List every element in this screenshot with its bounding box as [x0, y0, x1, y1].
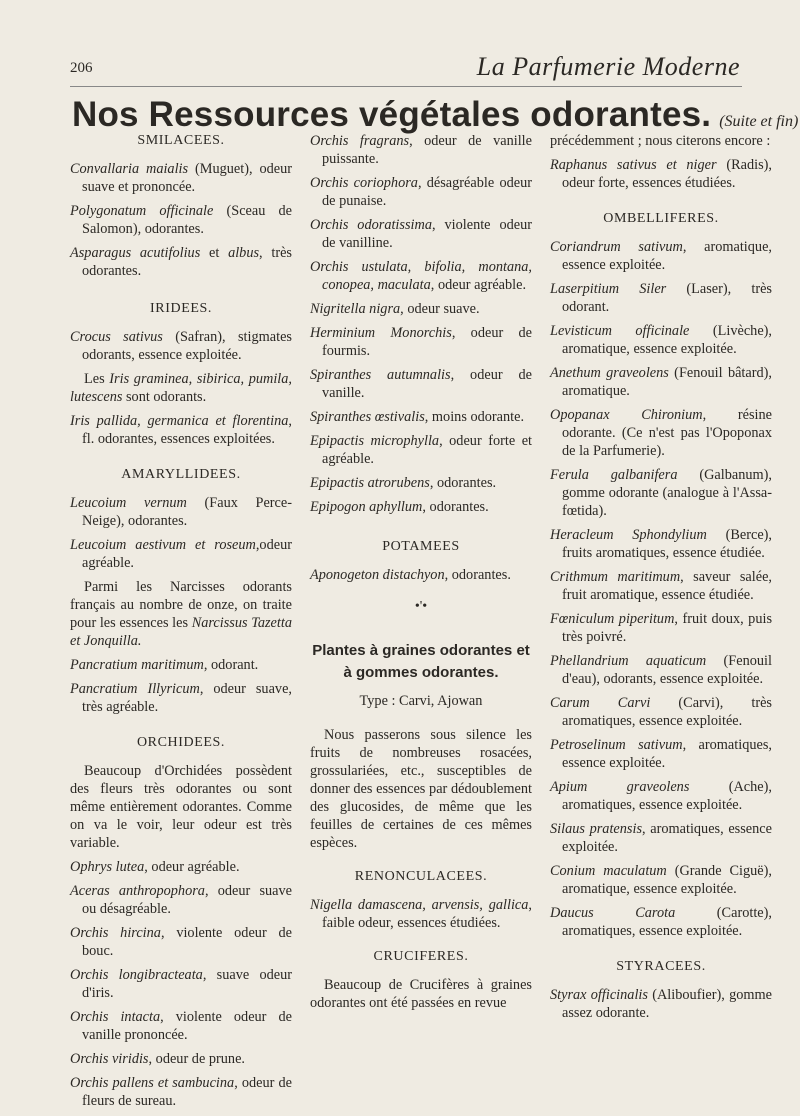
entry: Nigella damascena, arvensis, gallica, faible odeur, essences étudiées.	[310, 897, 532, 931]
entry: Coriandrum sativum, aromatique, essence exploitée.	[550, 239, 772, 273]
entry: Convallaria maialis (Muguet), odeur suave et prononcée.	[70, 161, 292, 195]
section-heading: CRUCIFERES.	[373, 949, 469, 964]
entry: Orchis hircina, violente odeur de bouc.	[70, 925, 292, 959]
entry: Spiranthes œstivalis, moins odorante.	[310, 409, 525, 425]
entry: Raphanus sativus et niger (Radis), odeur forte, essences étudiées.	[550, 157, 772, 191]
entry: Pancratium Illyricum, odeur suave, très agréable.	[70, 681, 292, 715]
entry: Orchis longibracteata, suave odeur d'iris.	[70, 967, 292, 1001]
section-heading: POTAMEES	[382, 539, 460, 554]
entry: Anethum graveolens (Fenouil bâtard), aromatique.	[550, 365, 772, 399]
entry: Pancratium maritimum, odorant.	[70, 657, 259, 673]
section-heading: AMARYLLIDEES.	[121, 467, 241, 482]
column-1	[70, 132, 292, 1116]
section-heading: RENONCULACEES.	[354, 869, 488, 884]
entry: Iris pallida, germanica et florentina, fl. odorantes, essences exploitées.	[70, 413, 292, 447]
entry: Opopanax Chironium, résine odorante. (Ce n'est pas l'Opoponax de la Parfumerie).	[550, 407, 772, 459]
entry: Polygonatum officinale (Sceau de Salomon), odorantes.	[70, 203, 292, 237]
entry: Silaus pratensis, aromatiques, essence exploitée.	[550, 821, 772, 855]
entry: Conium maculatum (Grande Ciguë), aromatique, essence exploitée.	[550, 863, 772, 897]
entry: Orchis pallens et sambucina, odeur de fleurs de sureau.	[70, 1075, 292, 1109]
entry: précédemment ; nous citerons encore :	[550, 133, 771, 149]
entry: Epipactis microphylla, odeur forte et agréable.	[310, 433, 533, 467]
entry: Orchis ustulata, bifolia, montana, conopea, maculata, odeur agréable.	[310, 259, 532, 293]
header-rule	[70, 86, 742, 87]
entry: Orchis fragrans, odeur de vanille puissante.	[310, 133, 532, 167]
entry: Carum Carvi (Carvi), très aromatiques, essence exploitée.	[550, 695, 772, 729]
entry: Aponogeton distachyon, odorantes.	[310, 567, 511, 583]
section-heading: ORCHIDEES.	[136, 735, 226, 750]
type-line: Type : Carvi, Ajowan	[359, 693, 483, 709]
section-heading: OMBELLIFERES.	[603, 211, 719, 226]
entry: Beaucoup de Crucifères à graines odorantes ont été passées en revue	[310, 977, 532, 1011]
entry: Orchis odoratissima, violente odeur de vanilline.	[310, 217, 532, 251]
entry: Daucus Carota (Carotte), aromatiques, essence exploitée.	[550, 905, 772, 939]
entry: Crithmum maritimum, saveur salée, fruit aromatique, essence étudiée.	[550, 569, 772, 603]
ornament: •'•	[414, 599, 428, 614]
entry: Leucoium vernum (Faux Perce-Neige), odorantes.	[70, 495, 292, 529]
page-number: 206	[70, 60, 93, 76]
entry: Epipogon aphyllum, odorantes.	[310, 499, 489, 515]
article-title	[72, 95, 798, 135]
entry: Phellandrium aquaticum (Fenouil d'eau), odorants, essence exploitée.	[550, 653, 772, 687]
entry: Parmi les Narcisses odorants français au nombre de onze, on traite pour les essences les Narcissus Tazetta et Jonquilla.	[70, 579, 292, 649]
entry: Petroselinum sativum, aromatiques, essence exploitée.	[550, 737, 772, 771]
entry: Les Iris graminea, sibirica, pumila, lutescens sont odorants.	[70, 371, 293, 405]
subsection-heading: Plantes à graines odorantes et à gommes odorantes.	[312, 642, 530, 681]
entry: Ferula galbanifera (Galbanum), gomme odorante (analogue à l'Assa-fœtida).	[550, 467, 772, 519]
entry: Laserpitium Siler (Laser), très odorant.	[550, 281, 773, 315]
column-2	[310, 132, 532, 1018]
article-title-main: Nos Ressources végétales odorantes.	[72, 95, 712, 134]
section-heading: SMILACEES.	[137, 133, 225, 148]
entry: Apium graveolens (Ache), aromatiques, essence exploitée.	[550, 779, 772, 813]
entry: Nous passerons sous silence les fruits de nombreuses rosacées, grossulariées, etc., susceptibles de donner des essences par dédoublement des glucosides, de même que les feuilles de certaines de ces mêmes espèces.	[310, 727, 532, 851]
entry: Crocus sativus (Safran), stigmates odorants, essence exploitée.	[70, 329, 292, 363]
running-title: La Parfumerie Moderne	[476, 52, 740, 81]
entry: Orchis coriophora, désagréable odeur de punaise.	[310, 175, 532, 209]
entry: Leucoium aestivum et roseum,odeur agréable.	[70, 537, 292, 571]
entry: Styrax officinalis (Aliboufier), gomme assez odorante.	[550, 987, 772, 1021]
entry: Aceras anthropophora, odeur suave ou désagréable.	[70, 883, 293, 917]
entry: Nigritella nigra, odeur suave.	[310, 301, 480, 317]
entry: Spiranthes autumnalis, odeur de vanille.	[310, 367, 532, 401]
section-heading: STYRACEES.	[616, 959, 706, 974]
entry: Levisticum officinale (Livèche), aromatique, essence exploitée.	[550, 323, 772, 357]
entry: Herminium Monorchis, odeur de fourmis.	[310, 325, 532, 359]
entry: Orchis viridis, odeur de prune.	[70, 1051, 245, 1067]
entry: Orchis intacta, violente odeur de vanille prononcée.	[70, 1009, 292, 1043]
entry: Heracleum Sphondylium (Berce), fruits aromatiques, essence étudiée.	[550, 527, 772, 561]
column-3	[550, 132, 772, 1028]
section-heading: IRIDEES.	[150, 301, 212, 316]
entry: Epipactis atrorubens, odorantes.	[310, 475, 497, 491]
entry: Asparagus acutifolius et albus, très odorantes.	[70, 245, 292, 279]
entry: Ophrys lutea, odeur agréable.	[70, 859, 240, 875]
entry: Fœniculum piperitum, fruit doux, puis très poivré.	[550, 611, 773, 645]
article-title-sub: (Suite et fin)	[719, 113, 799, 130]
entry: Beaucoup d'Orchidées possèdent des fleurs très odorantes ou sont même entièrement odorantes. Comme on va le voir, leur odeur est très variable.	[70, 763, 292, 851]
